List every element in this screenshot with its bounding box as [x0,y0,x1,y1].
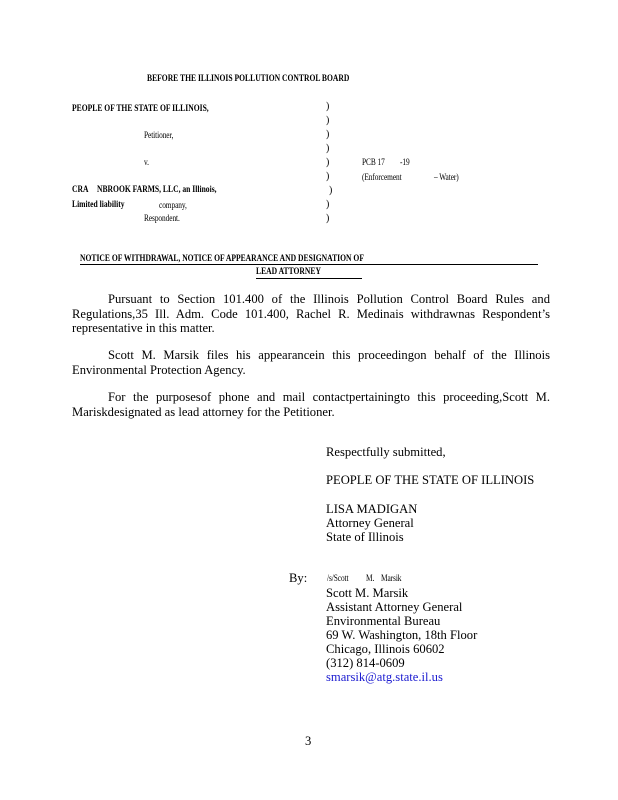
defendant-name-prefix: CRA [72,185,89,195]
caption-paren: ) [326,129,330,140]
paragraph-appearance-text: Scott M. Marsik files his appearancein this proceedingon behalf of the Illinois Environmental Protection Agency. [72,348,550,377]
ag-name: LISA MADIGAN [326,502,418,516]
ag-state: State of Illinois [326,530,404,544]
party-name: PEOPLE OF THE STATE OF ILLINOIS [326,473,535,487]
paragraph-withdrawal [72,292,550,336]
paragraph-appearance [72,348,550,377]
caption-paren: ) [326,171,330,182]
electronic-signature-first: /s/Scott [327,573,349,583]
signer-address-street: 69 W. Washington, 18th Floor [326,628,478,642]
caption-paren: ) [329,185,333,196]
signer-address-city: Chicago, Illinois 60602 [326,642,445,656]
paragraph-designation [72,390,550,419]
notice-title-underline [80,264,538,265]
caption-paren: ) [326,213,330,224]
ag-title: Attorney General [326,516,414,530]
case-number-prefix: PCB 17 [362,157,385,167]
plaintiff-role: Petitioner, [144,130,174,140]
caption-paren: ) [326,143,330,154]
defendant-role: Respondent. [144,213,180,223]
court-heading: BEFORE THE ILLINOIS POLLUTION CONTROL BOARD [147,74,350,84]
case-type: (Enforcement [362,172,402,182]
signer-phone: (312) 814-0609 [326,656,405,670]
caption-paren: ) [326,115,330,126]
caption-paren: ) [326,199,330,210]
case-type-suffix: – Water) [434,172,459,182]
paragraph-withdrawal-text: Pursuant to Section 101.400 of the Illinois Pollution Control Board Rules and Regulations,35 Ill. Adm. Code 101.400, Rachel R. Medinais withdrawnas Respondent’s representative in this matter. [72,292,550,335]
defendant-entity-type-cont: company, [159,200,187,210]
electronic-signature-initial: M. [366,573,375,583]
paragraph-designation-text: For the purposesof phone and mail contactpertainingto this proceeding,Scott M. Mariskdesignated as lead attorney for the Petitioner. [72,390,550,419]
signer-bureau: Environmental Bureau [326,614,441,628]
caption-paren: ) [326,101,330,112]
versus-label: v. [144,157,149,167]
caption-paren: ) [326,157,330,168]
by-label: By: [289,571,308,585]
closing: Respectfully submitted, [326,445,446,459]
signer-name: Scott M. Marsik [326,586,409,600]
page-number: 3 [305,734,312,748]
case-number-suffix: -19 [400,157,410,167]
defendant-name-rest: NBROOK FARMS, LLC, an Illinois, [97,185,217,195]
electronic-signature-last: Marsik [381,573,402,583]
plaintiff-name: PEOPLE OF THE STATE OF ILLINOIS, [72,104,209,114]
defendant-entity-type: Limited liability [72,200,125,210]
notice-title-line1: NOTICE OF WITHDRAWAL, NOTICE OF APPEARANCE AND DESIGNATION OF [80,254,364,264]
signer-email-link[interactable]: smarsik@atg.state.il.us [326,670,443,684]
notice-title-underline-2 [256,278,362,279]
notice-title-line2: LEAD ATTORNEY [256,267,321,277]
signer-title: Assistant Attorney General [326,600,463,614]
